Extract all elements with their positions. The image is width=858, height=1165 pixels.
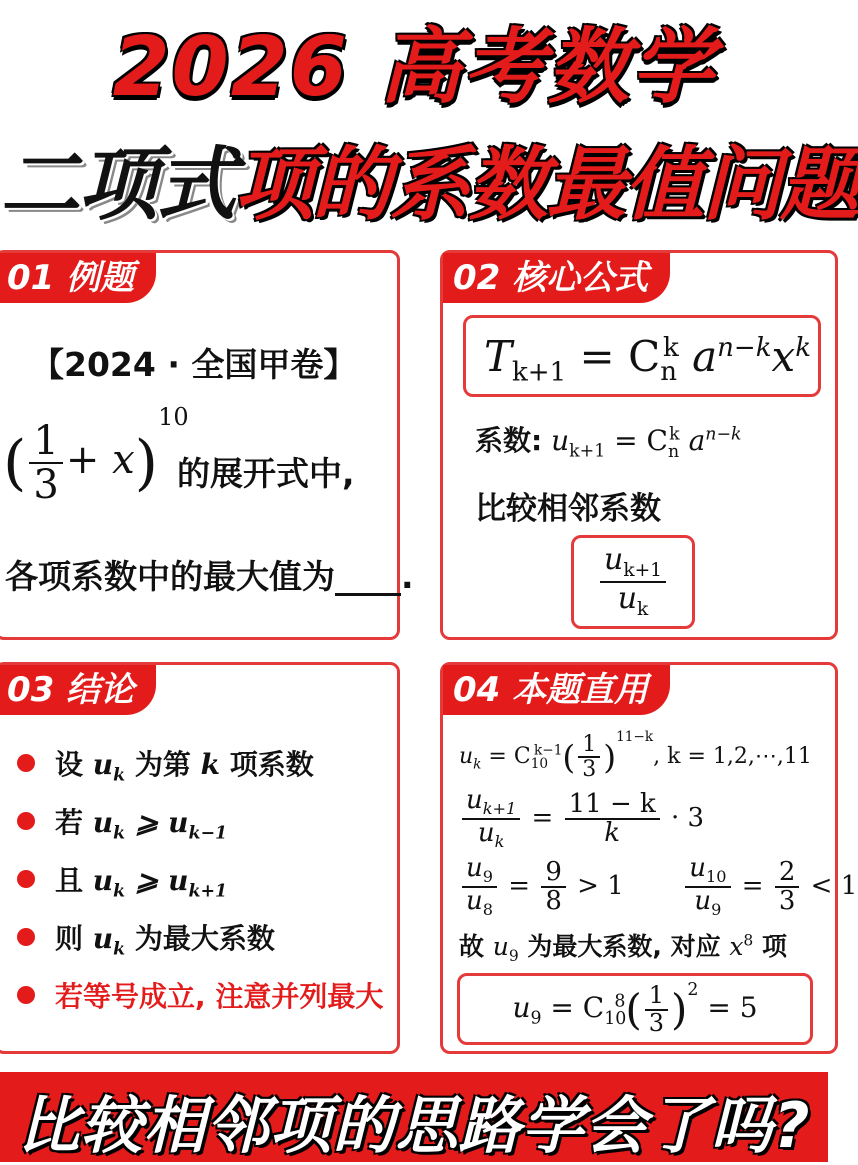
problem-source: 【2024 · 全国甲卷】 <box>31 345 357 384</box>
compare-label: 比较相邻系数 <box>475 491 661 527</box>
answer-box <box>457 973 813 1045</box>
application-tag: 04 本题直用 <box>443 665 670 715</box>
bullet-dot-icon <box>17 754 35 772</box>
problem-text-1: 的展开式中, <box>177 454 355 493</box>
general-term-formula: $T_{k+1} = C_n^k$ $a^{n-k}x^k$ <box>484 332 811 388</box>
banner-text: 比较相邻项的思路学会了吗? <box>17 1089 811 1162</box>
application-card <box>440 662 858 1054</box>
max-coefficient-conclusion: 故 $u_9$ 为最大系数, 对应 $x^8$ 项 <box>459 931 788 965</box>
example-tag: 01 例题 <box>0 253 156 303</box>
conclusion-card: 03 结论 设 $u_k$ 为第 k 项系数 若 $u_k$ ⩾ $u_{k-1}$ 且 $u_k$ ⩾ $u_{k+1}$ 则 $u_k$ 为最大系数 若等号成立, 注意并列最大 <box>0 662 400 1054</box>
core-formula-tag: 02 核心公式 <box>443 253 670 303</box>
bullet-dot-icon <box>17 986 35 1004</box>
bullet-dot-icon <box>17 870 35 888</box>
comparison-line: $\frac{u_9}{u_8}$ = $\frac{9}{8}$ > 1 $\frac{u_{10}}{u_9}$ = $\frac{2}{3}$ < 1 <box>459 855 857 919</box>
example-card <box>0 250 414 640</box>
problem-text-2: 各项系数中的最大值为____. <box>5 557 414 596</box>
sub-title-red: 项的系数最值问题 <box>234 138 858 231</box>
general-term-box <box>463 315 821 397</box>
coefficient-formula: 系数: $u_{k+1} = C_n^k$ $a^{n-k}$ <box>475 424 742 462</box>
ratio-line: $\frac{u_{k+1}}{u_k}$ = $\frac{11 - k}{k}$ · 3 <box>459 787 704 851</box>
sub-title-black: 二项式 <box>0 138 234 231</box>
answer-formula: $u_9 = C_{10}^8$( $\frac{1}{3}$ )$^2$ = 5 <box>512 980 758 1037</box>
bullet-dot-icon <box>17 928 35 946</box>
ratio-box: $\frac{u_{k+1}}{u_k}$ <box>571 535 695 629</box>
binomial-expression: ( $\frac{1}{3}$ + x)$^{10}$ <box>3 403 189 508</box>
core-formula-card <box>440 250 838 640</box>
conclusion-tag: 03 结论 <box>0 665 156 715</box>
main-title: 2026 高考数学 <box>112 20 716 115</box>
bullet-dot-icon <box>17 812 35 830</box>
sub-title <box>0 120 858 235</box>
general-coefficient-line: $u_k = C_{10}^{k-1}$( $\frac{1}{3}$ )$^{11-k}$, k = 1,2,⋯,11 <box>459 729 812 782</box>
bottom-banner <box>0 1072 828 1162</box>
